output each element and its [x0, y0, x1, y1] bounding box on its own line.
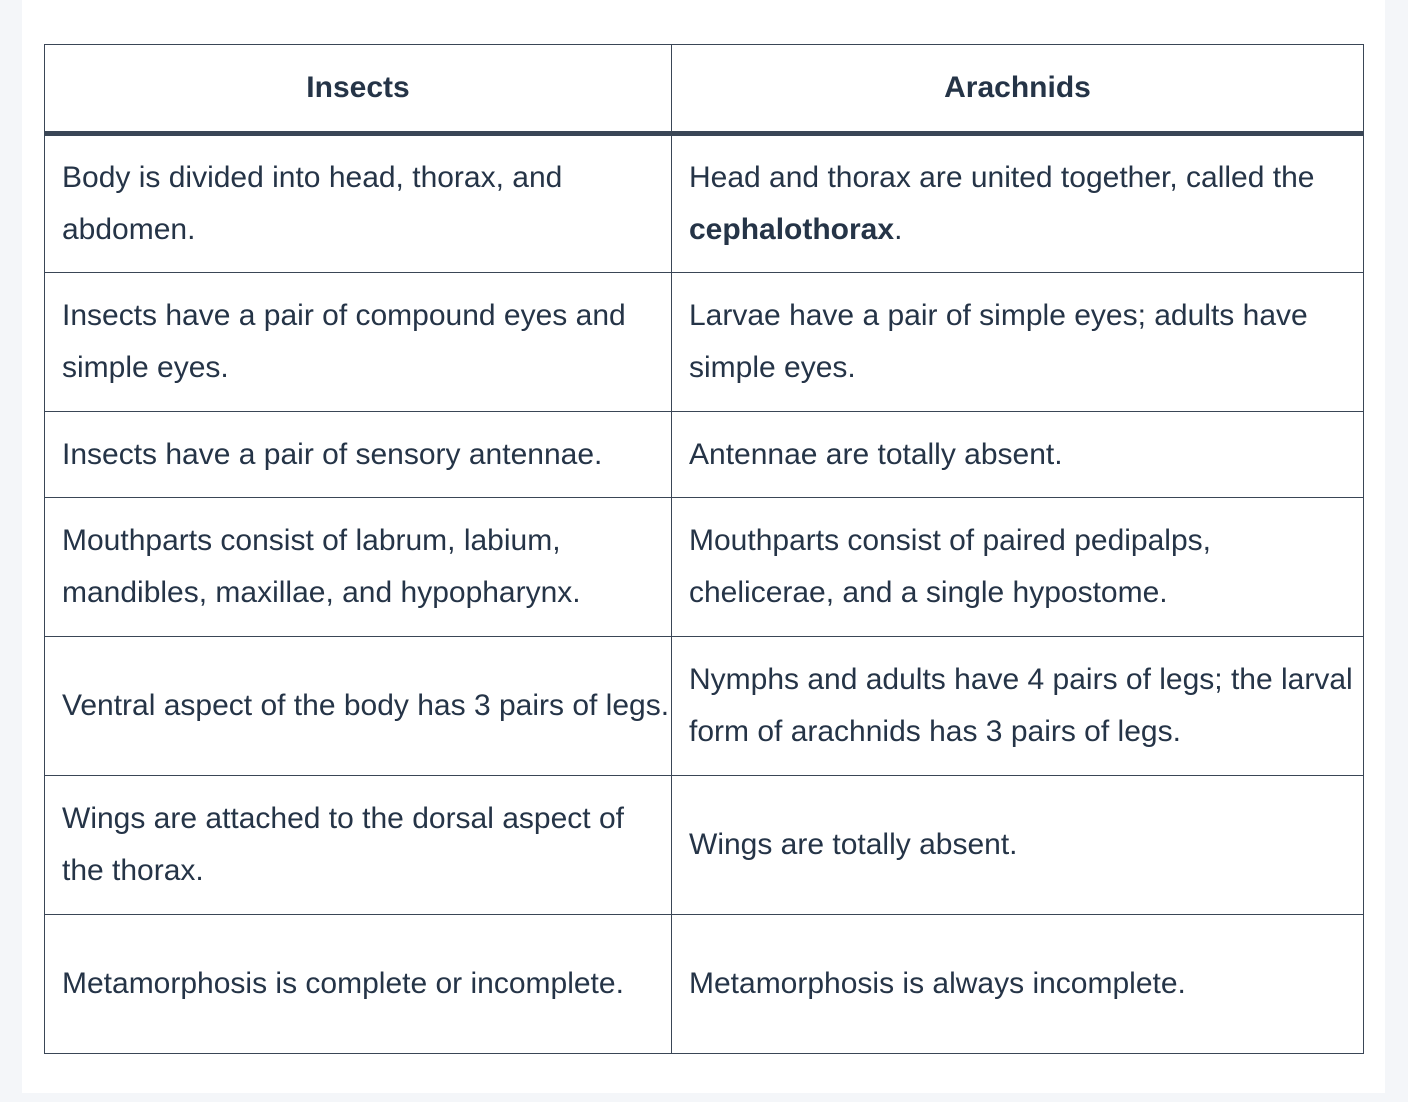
comparison-table: [44, 44, 1364, 1054]
cell-insects: Metamorphosis is complete or incomplete.: [45, 915, 672, 1054]
cell-insects: Body is divided into head, thorax, and abdomen.: [45, 134, 672, 273]
cell-insects: Mouthparts consist of labrum, labium, mandibles, maxillae, and hypopharynx.: [45, 498, 672, 637]
cell-arachnids: Nymphs and adults have 4 pairs of legs; the larval form of arachnids has 3 pairs of legs.: [672, 637, 1364, 776]
cell-insects: Ventral aspect of the body has 3 pairs of legs.: [45, 637, 672, 776]
table-row: [45, 776, 1364, 915]
cell-text: .: [894, 213, 903, 246]
cell-insects: Wings are attached to the dorsal aspect of the thorax.: [45, 776, 672, 915]
cell-arachnids: Wings are totally absent.: [672, 776, 1364, 915]
cell-insects: Insects have a pair of compound eyes and simple eyes.: [45, 273, 672, 412]
table-row: [45, 273, 1364, 412]
cell-arachnids: Antennae are totally absent.: [672, 412, 1364, 498]
table-row: [45, 637, 1364, 776]
cell-arachnids: [672, 134, 1364, 273]
table-row: [45, 498, 1364, 637]
table-row: [45, 412, 1364, 498]
cell-text: Head and thorax are united together, called the: [689, 161, 1315, 194]
table-header-row: [45, 45, 1364, 134]
cell-arachnids: Larvae have a pair of simple eyes; adults have simple eyes.: [672, 273, 1364, 412]
cell-arachnids: Metamorphosis is always incomplete.: [672, 915, 1364, 1054]
table-row: [45, 915, 1364, 1054]
cell-insects: Insects have a pair of sensory antennae.: [45, 412, 672, 498]
header-arachnids: Arachnids: [672, 45, 1364, 134]
header-insects: Insects: [45, 45, 672, 134]
term-cephalothorax: cephalothorax: [689, 213, 895, 246]
table-row: [45, 134, 1364, 273]
cell-arachnids: Mouthparts consist of paired pedipalps, chelicerae, and a single hypostome.: [672, 498, 1364, 637]
